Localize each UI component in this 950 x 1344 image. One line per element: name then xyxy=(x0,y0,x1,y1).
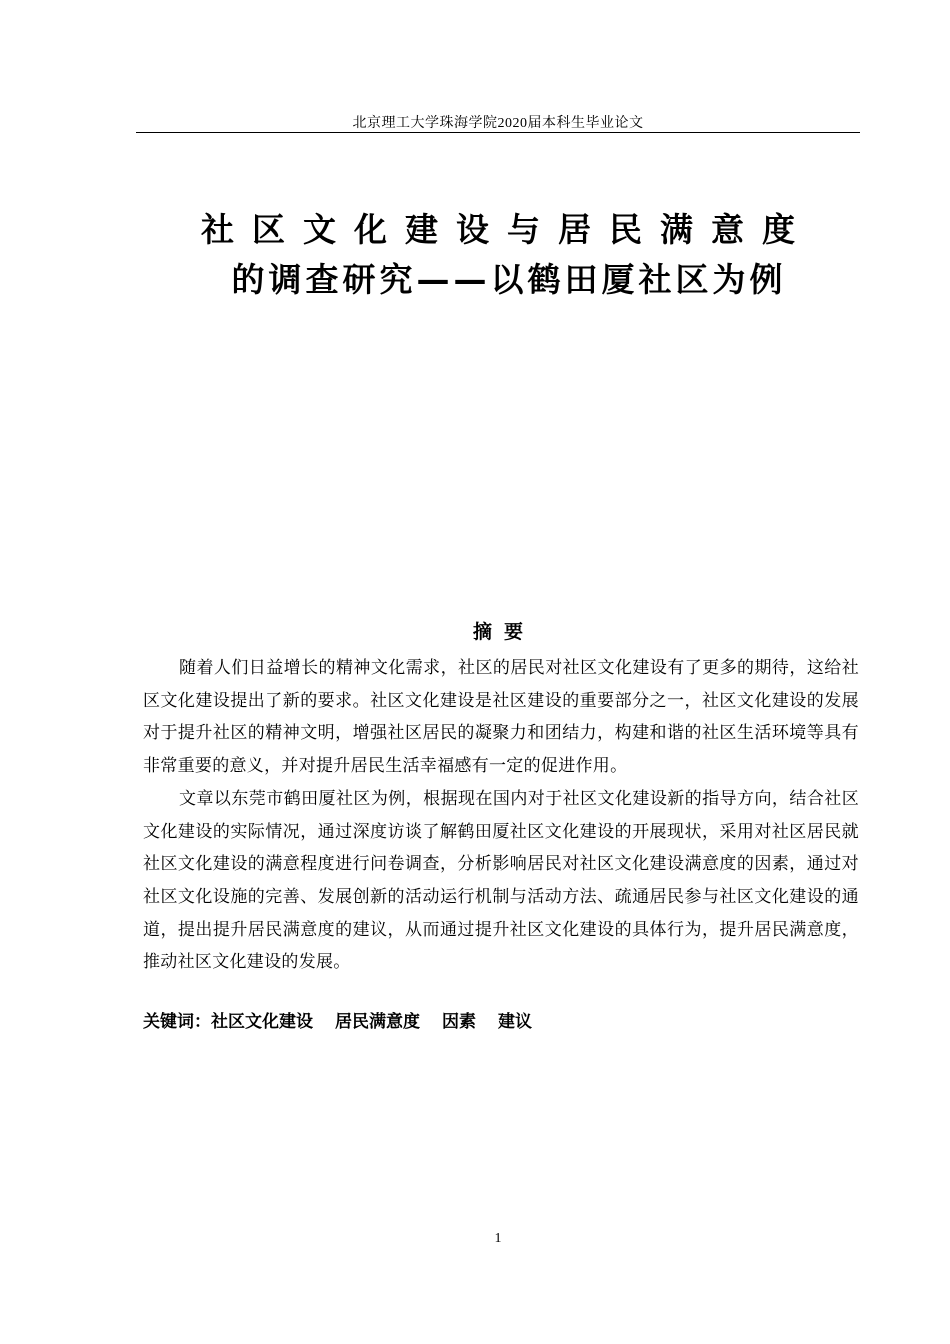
keywords-line xyxy=(143,1008,859,1036)
keyword-item: 建议 xyxy=(498,1012,532,1032)
title-line-2: 的调查研究——以鹤田厦社区为例 xyxy=(231,260,787,299)
abstract-paragraph-1: 随着人们日益增长的精神文化需求，社区的居民对社区文化建设有了更多的期待，这给社区文化建设提出了新的要求。社区文化建设是社区建设的重要部分之一，社区文化建设的发展对于提升社区的精神文明，增强社区居民的凝聚力和团结力，构建和谐的社区生活环境等具有非常重要的意义，并对提升居民生活幸福感有一定的促进作用。 xyxy=(143,658,859,777)
abstract-heading: 摘要 xyxy=(472,621,535,643)
title-line-1: 社区文化建设与居民满意度 xyxy=(201,210,813,249)
thesis-title xyxy=(136,205,860,305)
keyword-item: 因素 xyxy=(442,1012,476,1032)
abstract-paragraph-2: 文章以东莞市鹤田厦社区为例，根据现在国内对于社区文化建设新的指导方向，结合社区文化建设的实际情况，通过深度访谈了解鹤田厦社区文化建设的开展现状，采用对社区居民就社区文化建设的满意程度进行问卷调查，分析影响居民对社区文化建设满意度的因素，通过对社区文化设施的完善、发展创新的活动运行机制与活动方法、疏通居民参与社区文化建设的通道，提出提升居民满意度的建议，从而通过提升社区文化建设的具体行为，提升居民满意度，推动社区文化建设的发展。 xyxy=(143,788,859,973)
page-header xyxy=(136,112,860,133)
keyword-item: 居民满意度 xyxy=(335,1012,420,1032)
header-text: 北京理工大学珠海学院2020届本科生毕业论文 xyxy=(352,116,644,131)
keyword-item: 社区文化建设 xyxy=(211,1012,313,1032)
keywords-label: 关键词： xyxy=(143,1012,211,1032)
abstract-body xyxy=(143,652,859,979)
page-number: 1 xyxy=(494,1231,502,1246)
